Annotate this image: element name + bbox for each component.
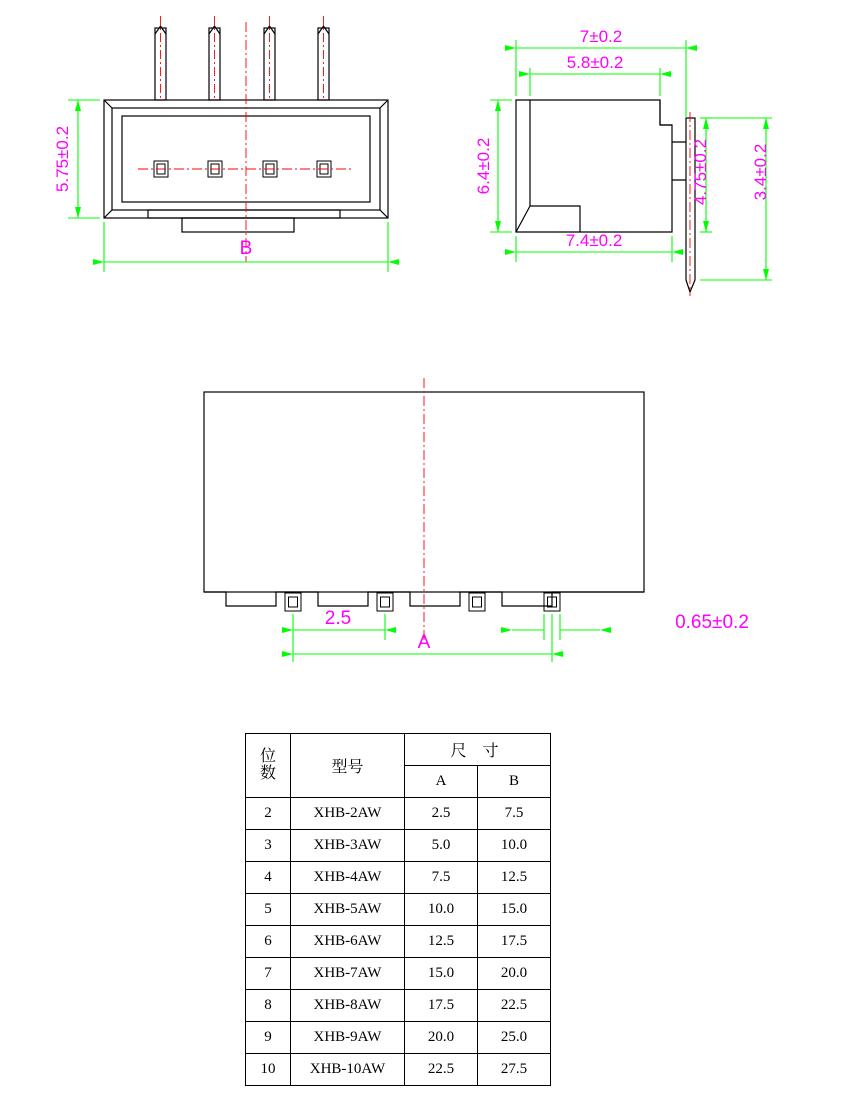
cell-model: XHB-5AW (291, 894, 405, 926)
front-view-centerlines (138, 22, 352, 262)
cell-model: XHB-6AW (291, 926, 405, 958)
cell-positions: 8 (246, 990, 291, 1022)
cell-b: 17.5 (478, 926, 551, 958)
dim-label-5-75: 5.75±0.2 (53, 125, 72, 193)
cell-model: XHB-10AW (291, 1054, 405, 1086)
cell-a: 15.0 (405, 958, 478, 990)
table-body (246, 798, 551, 1086)
cell-positions: 3 (246, 830, 291, 862)
cell-b: 12.5 (478, 862, 551, 894)
cell-b: 25.0 (478, 1022, 551, 1054)
cell-model: XHB-2AW (291, 798, 405, 830)
cell-a: 5.0 (405, 830, 478, 862)
cell-b: 27.5 (478, 1054, 551, 1086)
cell-a: 2.5 (405, 798, 478, 830)
cell-positions: 4 (246, 862, 291, 894)
dim-label-5-8: 5.8±0.2 (566, 53, 624, 72)
cell-a: 22.5 (405, 1054, 478, 1086)
cell-positions: 6 (246, 926, 291, 958)
front-view-pins (155, 16, 329, 100)
table-row (246, 926, 551, 958)
table-row (246, 894, 551, 926)
dim-label-4-75: 4.75±0.2 (691, 138, 710, 206)
cell-positions: 10 (246, 1054, 291, 1086)
cell-b: 20.0 (478, 958, 551, 990)
header-model: 型号 (291, 734, 405, 798)
table-row (246, 1054, 551, 1086)
table-row (246, 830, 551, 862)
table-row (246, 958, 551, 990)
side-dims (490, 40, 772, 280)
dim-5-75 (68, 100, 100, 218)
cell-b: 10.0 (478, 830, 551, 862)
header-positions-line1: 位 (259, 747, 276, 765)
cell-positions: 5 (246, 894, 291, 926)
table-header-row-1 (246, 734, 551, 766)
dim-label-3-4: 3.4±0.2 (751, 143, 770, 201)
cell-b: 7.5 (478, 798, 551, 830)
cell-model: XHB-3AW (291, 830, 405, 862)
cell-b: 22.5 (478, 990, 551, 1022)
cell-model: XHB-8AW (291, 990, 405, 1022)
table-row (246, 990, 551, 1022)
cell-model: XHB-9AW (291, 1022, 405, 1054)
header-positions-line2: 数 (259, 764, 276, 782)
header-b: B (478, 766, 551, 798)
dim-label-0-65: 0.65±0.2 (675, 612, 749, 633)
cell-model: XHB-4AW (291, 862, 405, 894)
cell-a: 20.0 (405, 1022, 478, 1054)
dim-label-6-4: 6.4±0.2 (474, 137, 493, 195)
cell-model: XHB-7AW (291, 958, 405, 990)
dim-label-A: A (417, 632, 431, 653)
cell-b: 15.0 (478, 894, 551, 926)
header-a: A (405, 766, 478, 798)
cell-a: 12.5 (405, 926, 478, 958)
cell-positions: 9 (246, 1022, 291, 1054)
cell-a: 17.5 (405, 990, 478, 1022)
header-positions (246, 734, 291, 798)
dim-label-7-4: 7.4±0.2 (565, 231, 623, 250)
dim-label-7: 7±0.2 (579, 27, 623, 46)
cell-a: 7.5 (405, 862, 478, 894)
side-view-outline (516, 100, 695, 292)
cell-positions: 2 (246, 798, 291, 830)
cell-positions: 7 (246, 958, 291, 990)
cell-a: 10.0 (405, 894, 478, 926)
header-dimension-group: 尺 寸 (405, 734, 551, 766)
table-row (246, 798, 551, 830)
dim-label-B: B (239, 238, 253, 259)
specification-table (245, 733, 551, 1086)
table-row (246, 1022, 551, 1054)
dim-label-2-5: 2.5 (324, 608, 352, 629)
table-row (246, 862, 551, 894)
